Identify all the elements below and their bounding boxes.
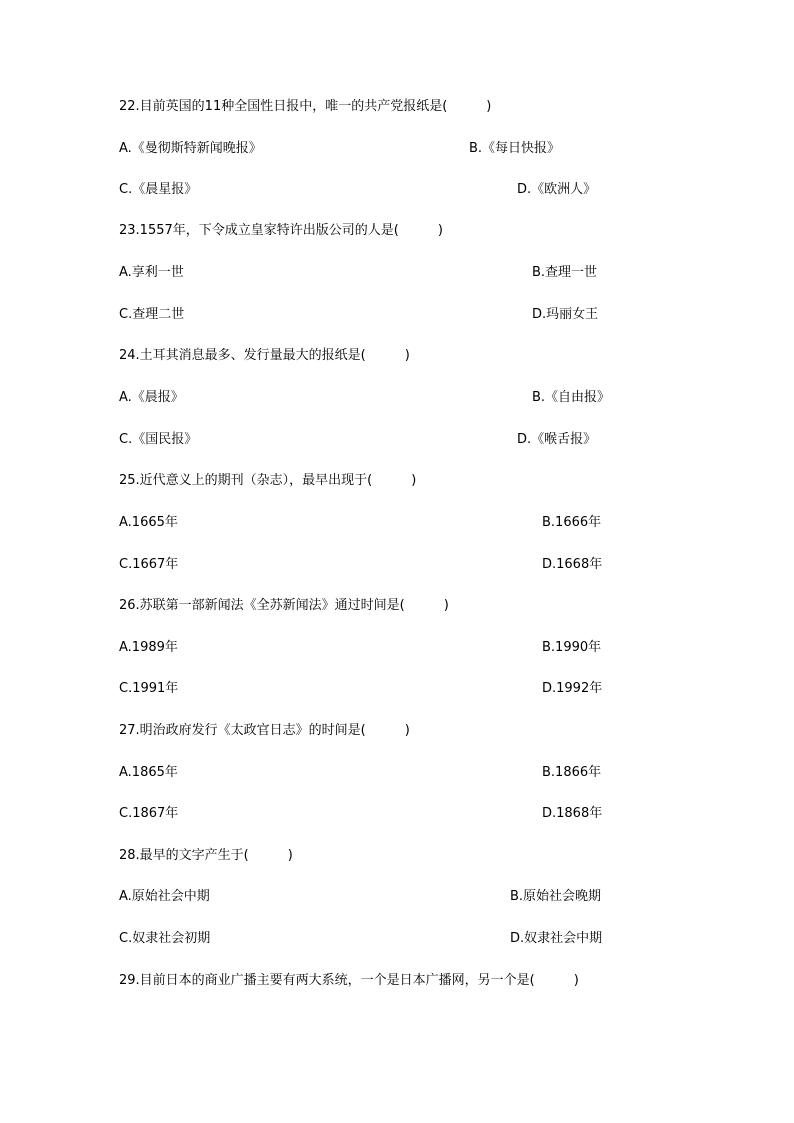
question-24-option-b: B.《自由报》 bbox=[532, 390, 611, 405]
question-28-option-d: D.奴隶社会中期 bbox=[510, 931, 603, 946]
question-26-option-b: B.1990年 bbox=[542, 640, 602, 655]
question-28-option-b: B.原始社会晚期 bbox=[510, 889, 602, 904]
question-23-stem: 23.1557年，下令成立皇家特许出版公司的人是( ) bbox=[119, 223, 443, 238]
question-22-option-b: B.《每日快报》 bbox=[469, 141, 561, 156]
question-25-stem: 25.近代意义上的期刊（杂志），最早出现于( ) bbox=[119, 473, 417, 488]
question-26-option-a: A.1989年 bbox=[119, 640, 178, 655]
question-27-stem: 27.明治政府发行《太政官日志》的时间是( ) bbox=[119, 723, 410, 738]
question-28-option-a: A.原始社会中期 bbox=[119, 889, 210, 904]
question-27-option-a: A.1865年 bbox=[119, 765, 178, 780]
question-22-option-c: C.《晨星报》 bbox=[119, 182, 198, 197]
question-28-option-c: C.奴隶社会初期 bbox=[119, 931, 211, 946]
question-22-option-a: A.《曼彻斯特新闻晚报》 bbox=[119, 141, 262, 156]
question-23-option-a: A.享利一世 bbox=[119, 265, 184, 280]
question-25-option-b: B.1666年 bbox=[542, 515, 602, 530]
question-22-option-d: D.《欧洲人》 bbox=[517, 182, 597, 197]
question-26-option-d: D.1992年 bbox=[542, 681, 603, 696]
question-27-option-b: B.1866年 bbox=[542, 765, 602, 780]
question-23-option-c: C.查理二世 bbox=[119, 307, 185, 322]
question-23-option-b: B.查理一世 bbox=[532, 265, 598, 280]
question-29-stem: 29.目前日本的商业广播主要有两大系统，一个是日本广播网，另一个是( ) bbox=[119, 973, 579, 988]
question-22-stem: 22.目前英国的11种全国性日报中，唯一的共产党报纸是( ) bbox=[119, 99, 492, 114]
question-24-option-c: C.《国民报》 bbox=[119, 432, 198, 447]
question-24-option-a: A.《晨报》 bbox=[119, 390, 184, 405]
question-25-option-c: C.1667年 bbox=[119, 557, 179, 572]
question-27-option-c: C.1867年 bbox=[119, 806, 179, 821]
question-24-option-d: D.《喉舌报》 bbox=[517, 432, 597, 447]
question-28-stem: 28.最早的文字产生于( ) bbox=[119, 848, 293, 863]
question-26-stem: 26.苏联第一部新闻法《全苏新闻法》通过时间是( ) bbox=[119, 598, 449, 613]
question-24-stem: 24.土耳其消息最多、发行量最大的报纸是( ) bbox=[119, 348, 410, 363]
question-27-option-d: D.1868年 bbox=[542, 806, 603, 821]
question-25-option-d: D.1668年 bbox=[542, 557, 603, 572]
question-23-option-d: D.玛丽女王 bbox=[532, 307, 599, 322]
question-25-option-a: A.1665年 bbox=[119, 515, 178, 530]
question-26-option-c: C.1991年 bbox=[119, 681, 179, 696]
